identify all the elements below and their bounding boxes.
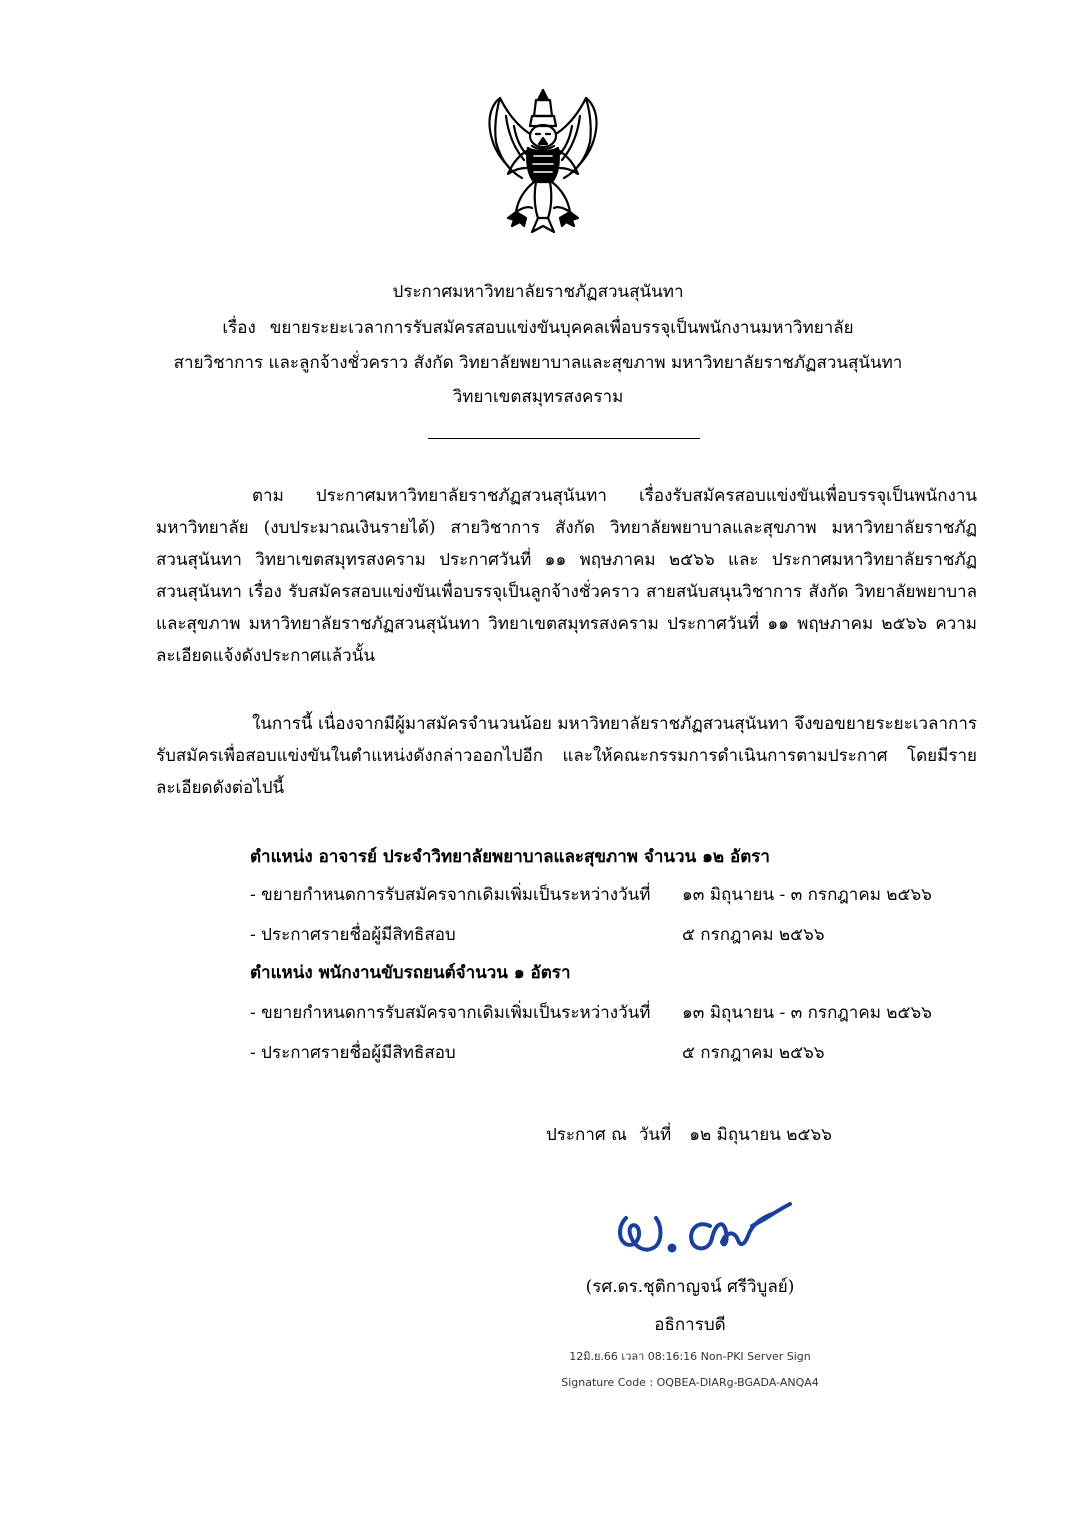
subject-line-1 xyxy=(0,318,1076,338)
extend-value: ๑๓ มิถุนายน - ๓ กรกฎาคม ๒๕๖๖ xyxy=(682,885,932,905)
handwritten-signature xyxy=(612,1196,802,1264)
signer-title: อธิการบดี xyxy=(654,1315,726,1335)
garuda-emblem-icon xyxy=(478,86,608,238)
extend-value: ๑๓ มิถุนายน - ๓ กรกฎาคม ๒๕๖๖ xyxy=(682,1003,932,1023)
subject-line-3: วิทยาเขตสมุทรสงคราม xyxy=(452,387,624,407)
announce-value: ๕ กรกฎาคม ๒๕๖๖ xyxy=(682,1043,825,1063)
announce-label: - ประกาศรายชื่อผู้มีสิทธิสอบ xyxy=(250,1043,456,1063)
subject-label: เรื่อง xyxy=(222,318,256,338)
dated-day-label: วันที่ xyxy=(638,1125,672,1145)
extend-label: - ขยายกำหนดการรับสมัครจากเดิมเพิ่มเป็นระหว่างวันที่ xyxy=(250,885,651,905)
position-1-extend-row xyxy=(250,884,990,908)
extend-label: - ขยายกำหนดการรับสมัครจากเดิมเพิ่มเป็นระหว่างวันที่ xyxy=(250,1003,651,1023)
dated-prefix: ประกาศ ณ xyxy=(546,1125,627,1145)
dated-date: ๑๒ มิถุนายน ๒๕๖๖ xyxy=(689,1125,832,1145)
digital-sign-timestamp: 12มิ.ย.66 เวลา 08:16:16 Non-PKI Server Sign xyxy=(569,1350,811,1363)
subject-text: ขยายระยะเวลาการรับสมัครสอบแข่งขันบุคคลเพื่อบรรจุเป็นพนักงานมหาวิทยาลัย xyxy=(269,318,854,338)
signer-name: (รศ.ดร.ชุติกาญจน์ ศรีวิบูลย์) xyxy=(585,1277,795,1297)
position-2-announce-row xyxy=(250,1042,990,1066)
digital-sign-code: Signature Code : OQBEA-DIARg-BGADA-ANQA4 xyxy=(561,1376,819,1389)
announce-value: ๕ กรกฎาคม ๒๕๖๖ xyxy=(682,925,825,945)
body-paragraph-2: ในการนี้ เนื่องจากมีผู้มาสมัครจำนวนน้อย มหาวิทยาลัยราชภัฏสวนสุนันทา จึงขอขยายระยะเวลาการรับสมัครเพื่อสอบแข่งขันในตำแหน่งดังกล่าวออกไปอีก และให้คณะกรรมการดำเนินการตามประกาศ โดยมีรายละเอียดดังต่อไปนี้ xyxy=(156,714,977,798)
position-2-extend-row xyxy=(250,1002,990,1026)
position-heading-driver: ตำแหน่ง พนักงานขับรถยนต์จำนวน ๑ อัตรา xyxy=(250,963,571,983)
position-heading-lecturer: ตำแหน่ง อาจารย์ ประจำวิทยาลัยพยาบาลและสุขภาพ จำนวน ๑๒ อัตรา xyxy=(250,847,770,867)
announce-label: - ประกาศรายชื่อผู้มีสิทธิสอบ xyxy=(250,925,456,945)
body-paragraph-1: ตาม ประกาศมหาวิทยาลัยราชภัฏสวนสุนันทา เรื่องรับสมัครสอบแข่งขันเพื่อบรรจุเป็นพนักงานมหาวิทยาลัย (งบประมาณเงินรายได้) สายวิชาการ สังกัด วิทยาลัยพยาบาลและสุขภาพ มหาวิทยาลัยราชภัฏสวนสุนันทา วิทยาเขตสมุทรสงคราม ประกาศวันที่ ๑๑ พฤษภาคม ๒๕๖๖ และ ประกาศมหาวิทยาลัยราชภัฏสวนสุนันทา เรื่อง รับสมัครสอบแข่งขันเพื่อบรรจุเป็นลูกจ้างชั่วคราว สายสนับสนุนวิชาการ สังกัด วิทยาลัยพยาบาลและสุขภาพ มหาวิทยาลัยราชภัฏสวนสุนันทา วิทยาเขตสมุทรสงคราม ประกาศวันที่ ๑๑ พฤษภาคม ๒๕๖๖ ความละเอียดแจ้งดังประกาศแล้วนั้น xyxy=(156,486,977,666)
position-1-announce-row xyxy=(250,924,990,948)
subject-line-2: สายวิชาการ และลูกจ้างชั่วคราว สังกัด วิทยาลัยพยาบาลและสุขภาพ มหาวิทยาลัยราชภัฏสวนสุนันทา xyxy=(173,353,903,373)
announcement-date xyxy=(546,1124,832,1146)
header-divider xyxy=(428,438,700,439)
announcement-title: ประกาศมหาวิทยาลัยราชภัฏสวนสุนันทา xyxy=(392,282,684,302)
